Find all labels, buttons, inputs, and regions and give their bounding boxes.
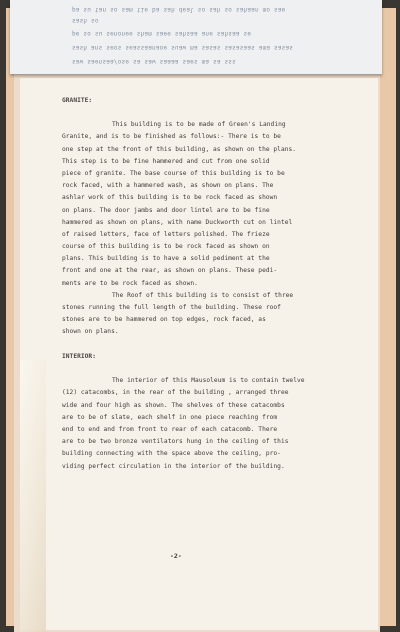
page-number: -2-: [170, 552, 182, 560]
overlay-line: sash ans seos seassaanaoe suaw ma sasas sasasaas ama sasas: [72, 44, 294, 51]
paragraph-line: wide and four high as shown. The shelves of these catacombs: [62, 401, 285, 409]
paragraph-line: rock faced, with a hammered wash, as shown on plans. The: [62, 182, 274, 190]
overlay-line: sash so: [72, 17, 99, 24]
paragraph-line: (12) catacombs, in the rear of the building , arranged three: [62, 389, 289, 397]
paragraph-line: viding perfect circulation in the interior of the building.: [62, 462, 285, 470]
paragraph-line: plans. This building is to have a solid pediment at the: [62, 255, 270, 263]
paragraph-line: are to be two bronze ventilators hung in the ceiling of this: [62, 438, 289, 446]
paragraph-line: Granite, and is to be finished as follows:- There is to be: [62, 133, 281, 141]
paragraph-line: The interior of this Mausoleum is to contain twelve: [112, 377, 305, 385]
paragraph-line: This step is to be fine hammered and cut from one solid: [62, 157, 270, 165]
overlay-line: saw saensaa/ose sa saw saaaa saes ma sa sss: [72, 58, 236, 65]
paragraph-line: on plans. The door jambs and door lintel are to be fine: [62, 206, 270, 214]
overlay-line: pa su tan so sam tie ba sah deal so sah so sahaan mo sae: [72, 6, 286, 13]
paragraph-line: front and one at the rear, as shown on plans. These pedi-: [62, 267, 278, 275]
overlay-line: pe so su senonee sham saee sahsaa ane sahsaa se: [72, 30, 252, 37]
paragraph-line: building connecting with the space above the ceiling, pro-: [62, 450, 281, 458]
paragraph-line: are to be of slate, each shelf in one piece reaching from: [62, 413, 278, 421]
section-heading-interior: INTERIOR:: [62, 353, 96, 361]
paragraph-line: end to end and from front to rear of each catacomb. There: [62, 426, 278, 433]
document-body: [62, 95, 362, 473]
paragraph-line: course of this building is to be rock faced as shown on: [62, 243, 270, 251]
paragraph-line: stones running the full length of the building. These roof: [62, 304, 281, 311]
section-heading-granite: GRANITE:: [62, 97, 93, 104]
overlay-sheet: [10, 0, 382, 74]
paragraph-line: This building is to be made of Green's Landing: [112, 121, 286, 129]
page-fold: [20, 360, 46, 632]
paragraph-line: one step at the front of this building, as shown on the plans.: [62, 145, 297, 153]
paragraph-line: of raised letters, face of letters polished. The frieze: [62, 230, 270, 238]
paragraph-line: ments are to be rock faced as shown.: [62, 279, 198, 287]
paragraph-line: shown on plans.: [62, 328, 119, 336]
paragraph-line: hammered as shown on plans, with name Duckworth cut on lintel: [62, 218, 293, 226]
paragraph-line: ashlar work of this building is to be rock faced as shown: [62, 194, 278, 202]
paragraph-line: piece of granite. The base course of this building is to be: [62, 169, 285, 177]
paragraph-line: The Roof of this building is to consist of three: [112, 291, 294, 299]
paragraph-line: stones are to be hammered on top edges, rock faced, as: [62, 316, 266, 324]
